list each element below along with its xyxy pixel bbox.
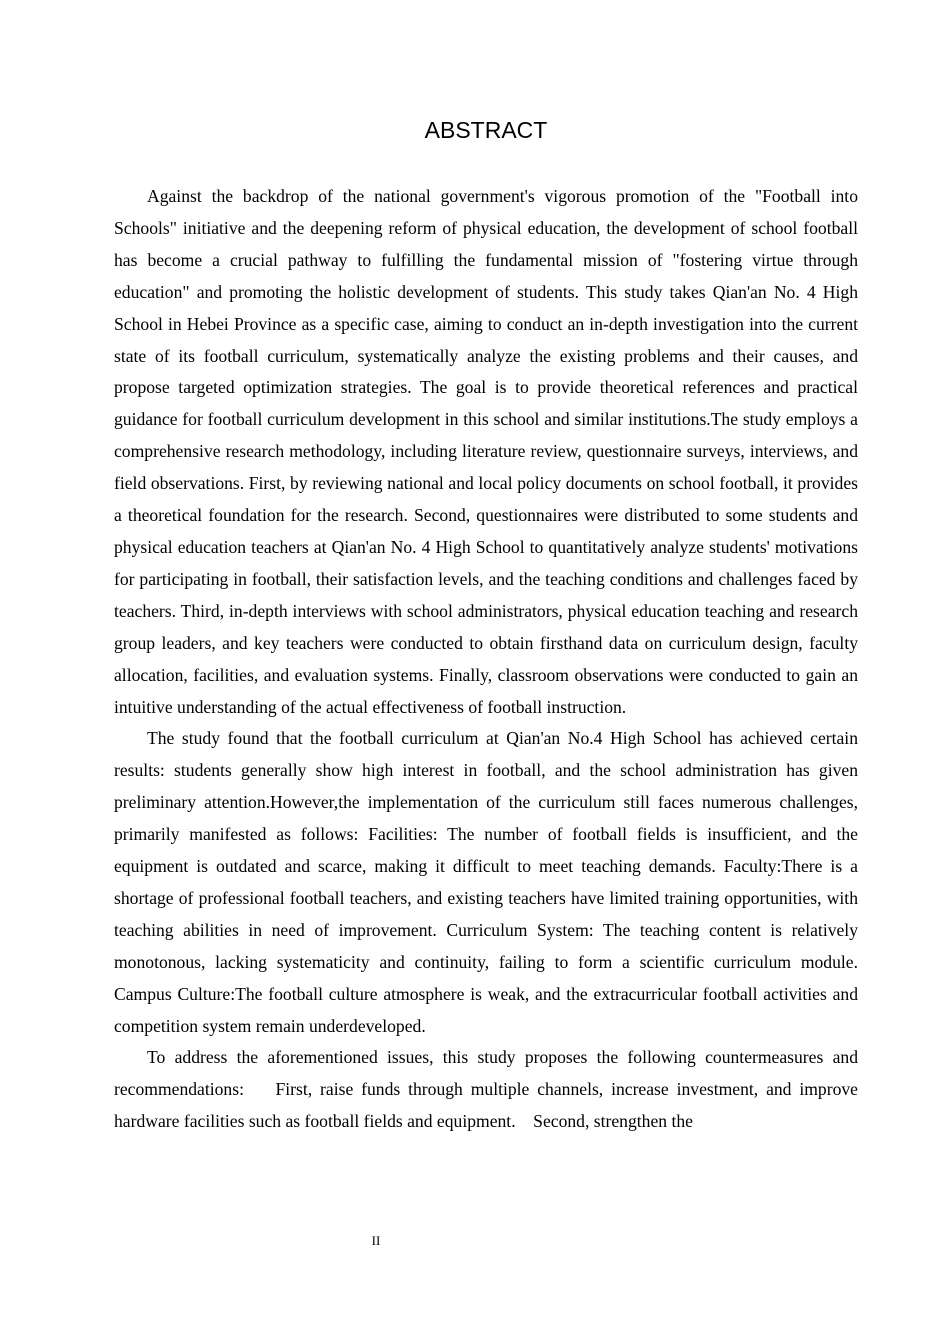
abstract-paragraph-1: Against the backdrop of the national government's vigorous promotion of the "Football into Schools" initiative and the deepening reform of physical education, the development of school football has become a crucial pathway to fulfilling the fundamental mission of "fostering virtue through education" and promoting the holistic development of students. This study takes Qian'an No. 4 High School in Hebei Province as a specific case, aiming to conduct an in-depth investigation into the current state of its football curriculum, systematically analyze the existing problems and their causes, and propose targeted optimization strategies. The goal is to provide theoretical references and practical guidance for football curriculum development in this school and similar institutions.The study employs a comprehensive research methodology, including literature review, questionnaire surveys, interviews, and field observations. First, by reviewing national and local policy documents on school football, it provides a theoretical foundation for the research. Second, questionnaires were distributed to some students and physical education teachers at Qian'an No. 4 High School to quantitatively analyze students' motivations for participating in football, their satisfaction levels, and the teaching conditions and challenges faced by teachers. Third, in-depth interviews with school administrators, physical education teaching and research group leaders, and key teachers were conducted to obtain firsthand data on curriculum design, faculty allocation, facilities, and evaluation systems. Finally, classroom observations were conducted to gain an intuitive understanding of the actual effectiveness of football instruction. [114, 186, 858, 717]
abstract-heading: ABSTRACT [424, 117, 548, 143]
abstract-paragraph-2: The study found that the football curriculum at Qian'an No.4 High School has achieved certain results: students generally show high interest in football, and the school administration has given preliminary attention.However,the implementation of the curriculum still faces numerous challenges, primarily manifested as follows: Facilities: The number of football fields is insufficient, and the equipment is outdated and scarce, making it difficult to meet teaching demands. Faculty:There is a shortage of professional football teachers, and existing teachers have limited training opportunities, with teaching abilities in need of improvement. Curriculum System: The teaching content is relatively monotonous, lacking systematicity and continuity, failing to form a scientific curriculum module. Campus Culture:The football culture atmosphere is weak, and the extracurricular football activities and competition system remain underdeveloped. [114, 728, 858, 1036]
abstract-paragraph-3: To address the aforementioned issues, this study proposes the following countermeasures and recommendations: First, raise funds through multiple channels, increase investment, and improve hardware facilities such as football fields and equipment. Second, strengthen the [114, 1047, 858, 1132]
abstract-body [114, 181, 858, 1138]
page-number: II [371, 1233, 381, 1248]
